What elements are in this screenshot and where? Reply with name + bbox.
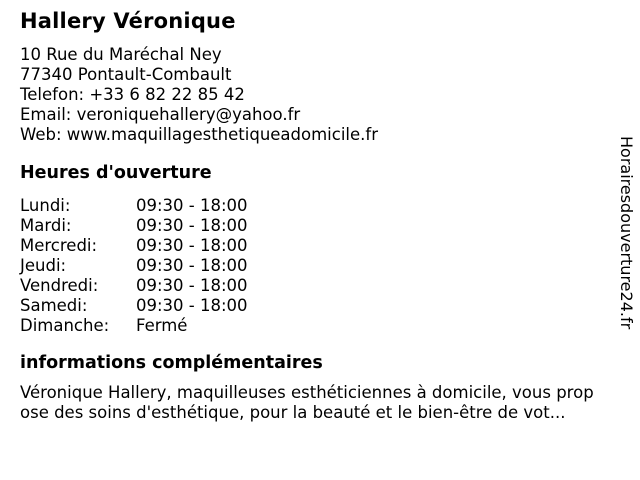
phone-label: Telefon: (20, 85, 85, 104)
additional-info-heading: informations complémentaires (20, 353, 323, 373)
hours-row-sunday (20, 316, 640, 336)
opening-hours-table (20, 196, 640, 336)
time-value: 09:30 - 18:00 (136, 236, 248, 255)
day-label: Mercredi: (20, 236, 98, 255)
address-line-1: 10 Rue du Maréchal Ney (20, 45, 222, 64)
hours-row-friday (20, 276, 640, 296)
page-title: Hallery Véronique (20, 9, 236, 33)
email-value: veroniquehallery@yahoo.fr (76, 105, 301, 124)
website-line (20, 125, 640, 145)
address-line-2: 77340 Pontault-Combault (20, 65, 232, 84)
day-label: Jeudi: (20, 256, 67, 275)
phone-line (20, 85, 640, 105)
email-line (20, 105, 640, 125)
contact-block (20, 45, 640, 145)
email-label: Email: (20, 105, 72, 124)
website-value: www.maquillagesthetiqueadomicile.fr (66, 125, 378, 144)
website-label: Web: (20, 125, 62, 144)
opening-hours-heading: Heures d'ouverture (20, 163, 212, 183)
day-label: Lundi: (20, 196, 71, 215)
hours-row-tuesday (20, 216, 640, 236)
additional-info-text (20, 383, 640, 423)
closed-value: Fermé (136, 316, 188, 335)
day-label: Samedi: (20, 296, 88, 315)
time-value: 09:30 - 18:00 (136, 256, 248, 275)
day-label: Mardi: (20, 216, 72, 235)
time-value: 09:30 - 18:00 (136, 216, 248, 235)
hours-row-wednesday (20, 236, 640, 256)
hours-row-thursday (20, 256, 640, 276)
site-branding-vertical: Horairesdouverture24.fr (617, 136, 636, 330)
hours-row-monday (20, 196, 640, 216)
time-value: 09:30 - 18:00 (136, 276, 248, 295)
phone-value: +33 6 82 22 85 42 (89, 85, 245, 104)
time-value: 09:30 - 18:00 (136, 196, 248, 215)
info-text-line-1: Véronique Hallery, maquilleuses esthéticiennes à domicile, vous prop (20, 383, 594, 402)
info-text-line-2: ose des soins d'esthétique, pour la beauté et le bien-être de vot... (20, 403, 566, 422)
day-label: Dimanche: (20, 316, 110, 335)
hours-row-saturday (20, 296, 640, 316)
day-label: Vendredi: (20, 276, 99, 295)
time-value: 09:30 - 18:00 (136, 296, 248, 315)
